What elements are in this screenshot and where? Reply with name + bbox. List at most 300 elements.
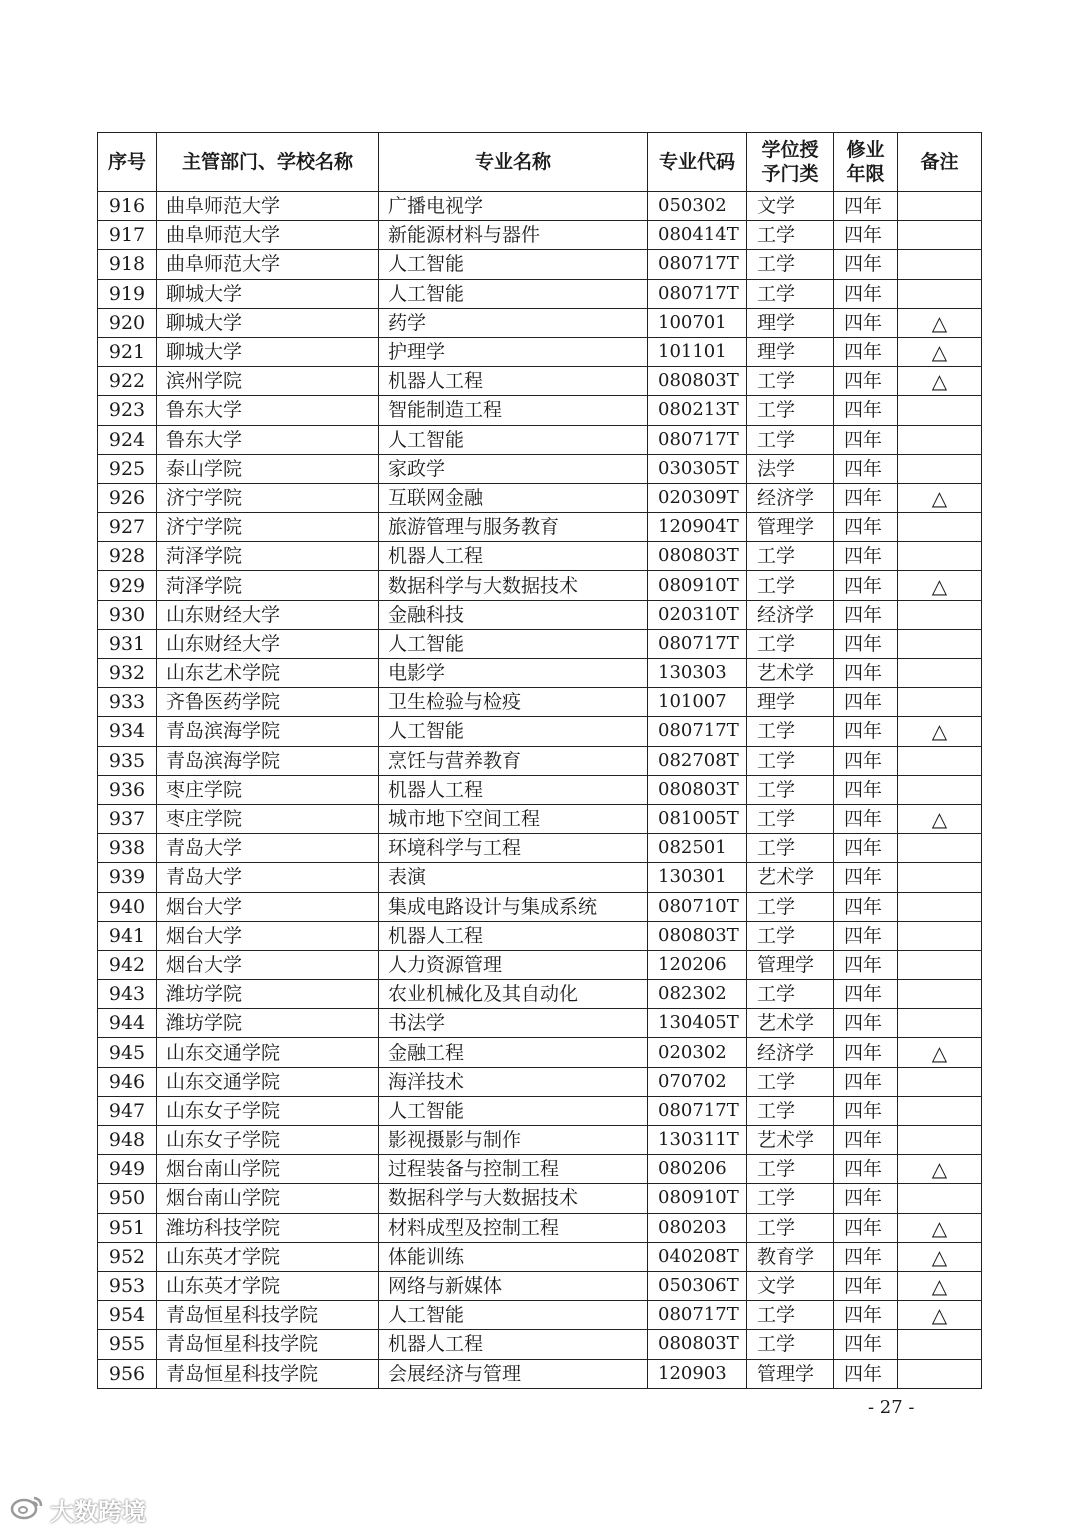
cell-school: 山东英才学院	[157, 1271, 379, 1300]
cell-category: 管理学	[747, 513, 834, 542]
cell-category: 工学	[747, 221, 834, 250]
cell-years: 四年	[834, 308, 898, 337]
cell-major: 书法学	[379, 1009, 648, 1038]
table-row	[98, 1242, 982, 1271]
cell-note: △	[898, 1301, 982, 1330]
cell-category: 艺术学	[747, 1009, 834, 1038]
table-row	[98, 483, 982, 512]
cell-seq: 926	[98, 483, 157, 512]
cell-years: 四年	[834, 1126, 898, 1155]
cell-note	[898, 1067, 982, 1096]
table-row	[98, 980, 982, 1009]
cell-major: 人工智能	[379, 717, 648, 746]
cell-school: 青岛滨海学院	[157, 746, 379, 775]
cell-code: 082501	[648, 834, 747, 863]
cell-school: 菏泽学院	[157, 542, 379, 571]
table-row	[98, 775, 982, 804]
table-row	[98, 1067, 982, 1096]
cell-category: 管理学	[747, 1359, 834, 1388]
cell-seq: 916	[98, 192, 157, 221]
cell-school: 山东女子学院	[157, 1096, 379, 1125]
cell-note	[898, 1184, 982, 1213]
table-row	[98, 1126, 982, 1155]
cell-note: △	[898, 1213, 982, 1242]
cell-years: 四年	[834, 483, 898, 512]
table-row	[98, 425, 982, 454]
cell-seq: 941	[98, 921, 157, 950]
table-row	[98, 1184, 982, 1213]
cell-school: 山东女子学院	[157, 1126, 379, 1155]
cell-code: 080414T	[648, 221, 747, 250]
cell-note	[898, 980, 982, 1009]
cell-category: 工学	[747, 804, 834, 833]
cell-school: 枣庄学院	[157, 804, 379, 833]
cell-major: 数据科学与大数据技术	[379, 1184, 648, 1213]
cell-school: 聊城大学	[157, 279, 379, 308]
cell-note	[898, 775, 982, 804]
cell-school: 曲阜师范大学	[157, 192, 379, 221]
cell-code: 050302	[648, 192, 747, 221]
cell-school: 烟台大学	[157, 921, 379, 950]
cell-seq: 949	[98, 1155, 157, 1184]
table-row	[98, 1213, 982, 1242]
cell-category: 工学	[747, 834, 834, 863]
cell-note: △	[898, 1155, 982, 1184]
table-row	[98, 454, 982, 483]
cell-code: 080910T	[648, 1184, 747, 1213]
cell-major: 会展经济与管理	[379, 1359, 648, 1388]
cell-years: 四年	[834, 863, 898, 892]
cell-years: 四年	[834, 1301, 898, 1330]
cell-code: 050306T	[648, 1271, 747, 1300]
cell-years: 四年	[834, 396, 898, 425]
cell-seq: 929	[98, 571, 157, 600]
cell-category: 工学	[747, 1155, 834, 1184]
table-row	[98, 950, 982, 979]
cell-category: 经济学	[747, 600, 834, 629]
cell-years: 四年	[834, 950, 898, 979]
cell-note	[898, 629, 982, 658]
header-seq: 序号	[98, 133, 157, 192]
cell-years: 四年	[834, 1242, 898, 1271]
cell-code: 130311T	[648, 1126, 747, 1155]
cell-seq: 920	[98, 308, 157, 337]
cell-note: △	[898, 717, 982, 746]
cell-major: 广播电视学	[379, 192, 648, 221]
cell-note	[898, 921, 982, 950]
cell-category: 管理学	[747, 950, 834, 979]
cell-school: 潍坊科技学院	[157, 1213, 379, 1242]
cell-category: 工学	[747, 717, 834, 746]
cell-code: 081005T	[648, 804, 747, 833]
cell-school: 山东交通学院	[157, 1038, 379, 1067]
cell-seq: 945	[98, 1038, 157, 1067]
cell-code: 080717T	[648, 629, 747, 658]
cell-note	[898, 425, 982, 454]
cell-years: 四年	[834, 1271, 898, 1300]
cell-note	[898, 600, 982, 629]
cell-major: 金融工程	[379, 1038, 648, 1067]
cell-school: 青岛恒星科技学院	[157, 1301, 379, 1330]
weibo-logo-icon	[10, 1494, 44, 1526]
cell-note	[898, 396, 982, 425]
cell-seq: 944	[98, 1009, 157, 1038]
table-row	[98, 1301, 982, 1330]
cell-years: 四年	[834, 1184, 898, 1213]
table-row	[98, 1009, 982, 1038]
cell-major: 人工智能	[379, 279, 648, 308]
cell-note	[898, 192, 982, 221]
cell-school: 青岛大学	[157, 834, 379, 863]
cell-seq: 940	[98, 892, 157, 921]
cell-years: 四年	[834, 746, 898, 775]
cell-code: 020309T	[648, 483, 747, 512]
table-row	[98, 396, 982, 425]
cell-years: 四年	[834, 1155, 898, 1184]
header-note: 备注	[898, 133, 982, 192]
table-row	[98, 308, 982, 337]
cell-major: 材料成型及控制工程	[379, 1213, 648, 1242]
cell-school: 滨州学院	[157, 367, 379, 396]
cell-major: 机器人工程	[379, 1330, 648, 1359]
cell-category: 教育学	[747, 1242, 834, 1271]
cell-note	[898, 659, 982, 688]
cell-years: 四年	[834, 1067, 898, 1096]
cell-category: 艺术学	[747, 863, 834, 892]
cell-school: 曲阜师范大学	[157, 221, 379, 250]
cell-code: 080203	[648, 1213, 747, 1242]
table-row	[98, 892, 982, 921]
cell-seq: 955	[98, 1330, 157, 1359]
table-row	[98, 600, 982, 629]
cell-code: 082302	[648, 980, 747, 1009]
table-row	[98, 688, 982, 717]
cell-category: 工学	[747, 396, 834, 425]
cell-years: 四年	[834, 600, 898, 629]
cell-seq: 952	[98, 1242, 157, 1271]
cell-seq: 937	[98, 804, 157, 833]
table-row	[98, 337, 982, 366]
cell-school: 聊城大学	[157, 308, 379, 337]
cell-years: 四年	[834, 279, 898, 308]
cell-code: 080710T	[648, 892, 747, 921]
cell-school: 青岛恒星科技学院	[157, 1330, 379, 1359]
cell-code: 030305T	[648, 454, 747, 483]
cell-note: △	[898, 367, 982, 396]
cell-major: 智能制造工程	[379, 396, 648, 425]
cell-major: 机器人工程	[379, 542, 648, 571]
cell-code: 130303	[648, 659, 747, 688]
cell-note	[898, 542, 982, 571]
cell-years: 四年	[834, 454, 898, 483]
cell-code: 101101	[648, 337, 747, 366]
cell-major: 机器人工程	[379, 775, 648, 804]
cell-seq: 939	[98, 863, 157, 892]
table-row	[98, 804, 982, 833]
cell-years: 四年	[834, 804, 898, 833]
cell-code: 120904T	[648, 513, 747, 542]
cell-school: 烟台大学	[157, 892, 379, 921]
cell-years: 四年	[834, 192, 898, 221]
cell-major: 海洋技术	[379, 1067, 648, 1096]
cell-school: 菏泽学院	[157, 571, 379, 600]
cell-years: 四年	[834, 1096, 898, 1125]
cell-years: 四年	[834, 980, 898, 1009]
watermark-text: 大数跨境	[50, 1498, 146, 1526]
cell-major: 影视摄影与制作	[379, 1126, 648, 1155]
cell-major: 家政学	[379, 454, 648, 483]
cell-school: 济宁学院	[157, 513, 379, 542]
table-row	[98, 542, 982, 571]
table-row	[98, 659, 982, 688]
cell-category: 工学	[747, 1184, 834, 1213]
cell-years: 四年	[834, 337, 898, 366]
cell-school: 青岛大学	[157, 863, 379, 892]
cell-major: 人工智能	[379, 1301, 648, 1330]
cell-major: 金融科技	[379, 600, 648, 629]
cell-years: 四年	[834, 775, 898, 804]
cell-code: 080717T	[648, 250, 747, 279]
cell-code: 080803T	[648, 1330, 747, 1359]
cell-major: 卫生检验与检疫	[379, 688, 648, 717]
cell-major: 药学	[379, 308, 648, 337]
table-row	[98, 921, 982, 950]
cell-seq: 928	[98, 542, 157, 571]
cell-major: 护理学	[379, 337, 648, 366]
table-row	[98, 221, 982, 250]
cell-note	[898, 746, 982, 775]
major-list-table	[97, 132, 982, 1389]
cell-code: 130301	[648, 863, 747, 892]
cell-years: 四年	[834, 250, 898, 279]
cell-code: 120206	[648, 950, 747, 979]
cell-years: 四年	[834, 834, 898, 863]
cell-major: 人工智能	[379, 629, 648, 658]
cell-years: 四年	[834, 221, 898, 250]
table-row	[98, 1330, 982, 1359]
cell-school: 鲁东大学	[157, 425, 379, 454]
page-number: - 27 -	[868, 1397, 915, 1418]
cell-school: 齐鲁医药学院	[157, 688, 379, 717]
cell-category: 经济学	[747, 483, 834, 512]
cell-major: 旅游管理与服务教育	[379, 513, 648, 542]
cell-years: 四年	[834, 688, 898, 717]
cell-note	[898, 834, 982, 863]
cell-years: 四年	[834, 921, 898, 950]
cell-years: 四年	[834, 367, 898, 396]
cell-note	[898, 688, 982, 717]
cell-note: △	[898, 571, 982, 600]
table-body	[98, 192, 982, 1389]
cell-major: 农业机械化及其自动化	[379, 980, 648, 1009]
cell-code: 080206	[648, 1155, 747, 1184]
cell-code: 082708T	[648, 746, 747, 775]
cell-seq: 934	[98, 717, 157, 746]
cell-years: 四年	[834, 513, 898, 542]
cell-code: 080803T	[648, 367, 747, 396]
cell-years: 四年	[834, 1213, 898, 1242]
cell-code: 080910T	[648, 571, 747, 600]
cell-school: 济宁学院	[157, 483, 379, 512]
cell-years: 四年	[834, 571, 898, 600]
cell-major: 人工智能	[379, 1096, 648, 1125]
cell-seq: 923	[98, 396, 157, 425]
header-years: 修业年限	[834, 133, 898, 192]
cell-years: 四年	[834, 1330, 898, 1359]
cell-seq: 924	[98, 425, 157, 454]
cell-code: 080213T	[648, 396, 747, 425]
cell-code: 040208T	[648, 1242, 747, 1271]
cell-category: 工学	[747, 629, 834, 658]
cell-major: 表演	[379, 863, 648, 892]
cell-category: 工学	[747, 1067, 834, 1096]
cell-years: 四年	[834, 717, 898, 746]
cell-years: 四年	[834, 892, 898, 921]
cell-major: 体能训练	[379, 1242, 648, 1271]
cell-category: 工学	[747, 1330, 834, 1359]
table-row	[98, 1271, 982, 1300]
cell-school: 枣庄学院	[157, 775, 379, 804]
cell-note	[898, 950, 982, 979]
cell-school: 鲁东大学	[157, 396, 379, 425]
cell-major: 集成电路设计与集成系统	[379, 892, 648, 921]
cell-code: 080717T	[648, 279, 747, 308]
cell-seq: 936	[98, 775, 157, 804]
table-row	[98, 746, 982, 775]
cell-code: 100701	[648, 308, 747, 337]
cell-category: 工学	[747, 279, 834, 308]
cell-seq: 943	[98, 980, 157, 1009]
cell-seq: 946	[98, 1067, 157, 1096]
cell-school: 潍坊学院	[157, 980, 379, 1009]
cell-school: 青岛恒星科技学院	[157, 1359, 379, 1388]
cell-note: △	[898, 1271, 982, 1300]
cell-major: 新能源材料与器件	[379, 221, 648, 250]
cell-note	[898, 892, 982, 921]
cell-code: 080803T	[648, 542, 747, 571]
cell-category: 工学	[747, 571, 834, 600]
cell-major: 数据科学与大数据技术	[379, 571, 648, 600]
cell-major: 网络与新媒体	[379, 1271, 648, 1300]
cell-code: 020302	[648, 1038, 747, 1067]
cell-code: 080803T	[648, 775, 747, 804]
cell-code: 101007	[648, 688, 747, 717]
cell-code: 070702	[648, 1067, 747, 1096]
cell-seq: 932	[98, 659, 157, 688]
cell-school: 烟台大学	[157, 950, 379, 979]
cell-seq: 948	[98, 1126, 157, 1155]
cell-note	[898, 1330, 982, 1359]
cell-category: 工学	[747, 775, 834, 804]
table-row	[98, 834, 982, 863]
cell-note	[898, 1096, 982, 1125]
cell-category: 工学	[747, 542, 834, 571]
cell-code: 080717T	[648, 425, 747, 454]
cell-category: 工学	[747, 1096, 834, 1125]
table-row	[98, 279, 982, 308]
table-row	[98, 1038, 982, 1067]
cell-category: 工学	[747, 250, 834, 279]
cell-school: 曲阜师范大学	[157, 250, 379, 279]
cell-seq: 933	[98, 688, 157, 717]
cell-years: 四年	[834, 659, 898, 688]
cell-note	[898, 454, 982, 483]
cell-category: 工学	[747, 1213, 834, 1242]
cell-category: 工学	[747, 367, 834, 396]
cell-major: 人工智能	[379, 425, 648, 454]
table-row	[98, 717, 982, 746]
cell-note	[898, 250, 982, 279]
cell-seq: 954	[98, 1301, 157, 1330]
table-row	[98, 571, 982, 600]
cell-seq: 931	[98, 629, 157, 658]
table-row	[98, 1155, 982, 1184]
cell-school: 山东英才学院	[157, 1242, 379, 1271]
table-row	[98, 1096, 982, 1125]
header-category: 学位授予门类	[747, 133, 834, 192]
cell-seq: 947	[98, 1096, 157, 1125]
table-row	[98, 250, 982, 279]
header-major: 专业名称	[379, 133, 648, 192]
cell-school: 山东交通学院	[157, 1067, 379, 1096]
cell-major: 过程装备与控制工程	[379, 1155, 648, 1184]
cell-seq: 935	[98, 746, 157, 775]
major-list-table-container	[97, 132, 982, 1389]
cell-major: 烹饪与营养教育	[379, 746, 648, 775]
cell-school: 烟台南山学院	[157, 1155, 379, 1184]
cell-seq: 921	[98, 337, 157, 366]
cell-note	[898, 1009, 982, 1038]
cell-category: 理学	[747, 688, 834, 717]
cell-seq: 918	[98, 250, 157, 279]
cell-note	[898, 1359, 982, 1388]
cell-code: 130405T	[648, 1009, 747, 1038]
cell-major: 机器人工程	[379, 367, 648, 396]
header-school: 主管部门、学校名称	[157, 133, 379, 192]
cell-years: 四年	[834, 1359, 898, 1388]
cell-seq: 956	[98, 1359, 157, 1388]
cell-category: 理学	[747, 308, 834, 337]
cell-code: 080717T	[648, 1096, 747, 1125]
cell-note	[898, 863, 982, 892]
cell-category: 工学	[747, 425, 834, 454]
cell-major: 电影学	[379, 659, 648, 688]
cell-seq: 925	[98, 454, 157, 483]
watermark	[10, 1492, 146, 1527]
cell-note: △	[898, 1242, 982, 1271]
cell-note	[898, 221, 982, 250]
cell-major: 互联网金融	[379, 483, 648, 512]
cell-category: 工学	[747, 980, 834, 1009]
cell-school: 青岛滨海学院	[157, 717, 379, 746]
cell-seq: 927	[98, 513, 157, 542]
cell-note: △	[898, 483, 982, 512]
cell-seq: 930	[98, 600, 157, 629]
cell-category: 艺术学	[747, 1126, 834, 1155]
cell-school: 山东财经大学	[157, 600, 379, 629]
table-row	[98, 863, 982, 892]
cell-category: 工学	[747, 921, 834, 950]
cell-seq: 942	[98, 950, 157, 979]
cell-seq: 919	[98, 279, 157, 308]
cell-code: 080717T	[648, 717, 747, 746]
cell-school: 泰山学院	[157, 454, 379, 483]
cell-category: 文学	[747, 1271, 834, 1300]
cell-category: 理学	[747, 337, 834, 366]
cell-major: 人力资源管理	[379, 950, 648, 979]
cell-note: △	[898, 337, 982, 366]
cell-note	[898, 513, 982, 542]
